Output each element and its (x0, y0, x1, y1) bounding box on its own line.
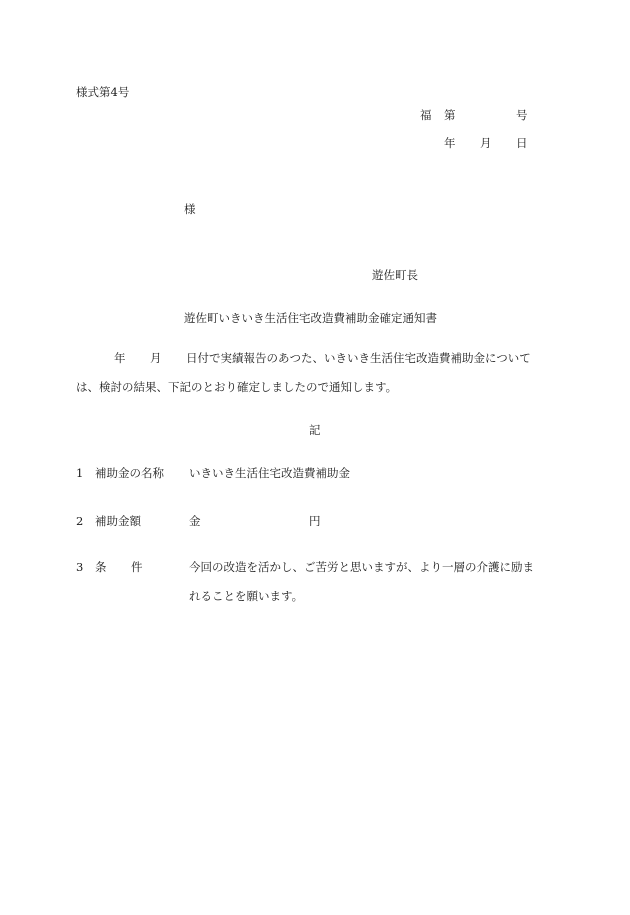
item-2-label: 補助金額 (95, 514, 141, 528)
doc-number-go: 号 (516, 108, 528, 122)
item-1-label: 補助金の名称 (95, 466, 164, 480)
date-month: 月 (480, 136, 492, 150)
issuer: 遊佐町長 (372, 268, 418, 282)
doc-number-prefix: 福 (420, 108, 432, 122)
item-1-number: 1 (76, 466, 84, 480)
item-2-value-prefix: 金 (189, 514, 201, 528)
item-3-value-line-2: れることを願います。 (189, 589, 304, 603)
date-day: 日 (516, 136, 528, 150)
document-title: 遊佐町いきいき生活住宅改造費補助金確定通知書 (184, 311, 437, 325)
ki-heading: 記 (309, 423, 321, 437)
item-2-number: 2 (76, 514, 84, 528)
item-3-number: 3 (76, 560, 84, 574)
item-3-label-b: 件 (131, 560, 143, 574)
doc-number-dai: 第 (444, 108, 456, 122)
item-1-value: いきいき生活住宅改造費補助金 (189, 466, 350, 480)
recipient-suffix: 様 (184, 202, 196, 216)
item-2-value-suffix: 円 (309, 514, 321, 528)
body-line-2: は、検討の結果、下記のとおり確定しましたので通知します。 (76, 380, 398, 394)
item-3-label-a: 条 (95, 560, 107, 574)
form-number: 様式第4号 (76, 85, 130, 99)
date-year: 年 (444, 136, 456, 150)
body-line-1: 日付で実績報告のあつた、いきいき生活住宅改造費補助金について (186, 351, 531, 365)
body-year: 年 (114, 351, 126, 365)
body-month: 月 (150, 351, 162, 365)
item-3-value-line-1: 今回の改造を活かし、ご苦労と思いますが、より一層の介護に励ま (189, 560, 534, 574)
